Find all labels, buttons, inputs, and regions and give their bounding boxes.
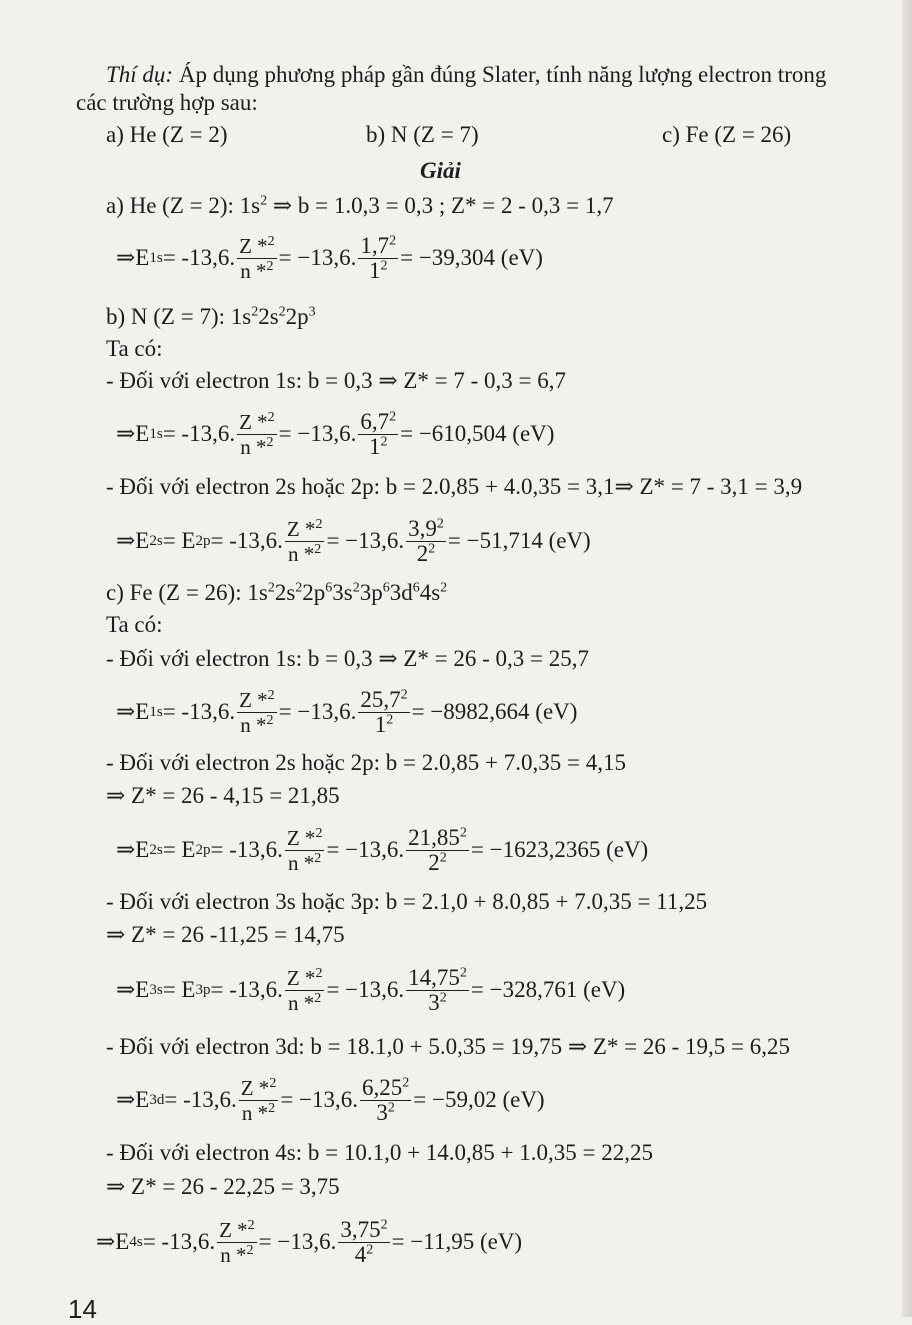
page-number: 14 [68, 1294, 97, 1324]
document-page: Thí dụ: Áp dụng phương pháp gần đúng Slater, tính năng lượng electron trong các trường hợp sau: a) He (Z = 2) b) N (Z = 7) c) Fe (Z = 26) Giải a) He (Z = 2): $1s^2$ ⇒ b = 1.0,3 = 0,3 ; Z* = 2 - 0,3 = 1,7 ⇒ E 1s = -13,6. $\frac{Z *^2}{n *^2}$ = −13,6. $\frac{1,7^2}{1^2}$ = −39,304 (eV) b) N (Z = 7): $1s^22s^22p^3$ Ta có: - Đối với electron 1s: b = 0,3 ⇒ Z* = 7 - 0,3 = 6,7 ⇒ E 1s = -13,6. $\frac{Z *^2}{n *^2}$ = −13,6. $\frac{6,7^2}{1^2}$ = −610,504 (eV) - Đối với electron 2s hoặc 2p: b = 2.0,85 + 4.0,35 = 3,1⇒ Z* = 7 - 3,1 = 3,9 ⇒ E 2s = E 2p = -13,6. $\frac{Z *^2}{n *^2}$ = −13,6. $\frac{3,9^2}{2^2}$ = −51,714 (eV) c) Fe (Z = 26): $1s^22s^22p^63s^23p^63d^64s^2$ Ta có: - Đối với electron 1s: b = 0,3 ⇒ Z* = 26 - 0,3 = 25,7 ⇒ E 1s = -13,6. $\frac{Z *^2}{n *^2}$ = −13,6. $\frac{25,7^2}{1^2}$ = −8982,664 (eV) - Đối với electron 2s hoặc 2p: b = 2.0,85 + 7.0,35 = 4,15 ⇒ Z* = 26 - 4,15 = 21,85 ⇒ E 2s = E 2p = -13,6. $\frac{Z *^2}{n *^2}$ = −13,6. $\frac{21,85^2}{2^2}$ = −1623,2365 (eV) - Đối với electron 3s hoặc 3p: b = 2.1,0 + 8.0,85 + 7.0,35 = 11,25 ⇒ Z* = 26 -11,25 = 14,75 ⇒ E 3s = E 3p = -13,6. $\frac{Z *^2}{n *^2}$ = −13,6. $\frac{14,75^2}{3^2}$ = −328,761 (eV) - Đối với electron 3d: b = 18.1,0 + 5.0,35 = 19,75 ⇒ Z* = 26 - 19,5 = 6,25 ⇒ E 3d = -13,6. $\frac{Z *^2}{n *^2}$ = −13,6. $\frac{6,25^2}{3^2}$ = −59,02 (eV) - Đối với electron 4s: b = 10.1,0 + 14.0,85 + 1.0,35 = 22,25 ⇒ Z* = 26 - 22,25 = 3,75 ⇒ E 4s = -13,6. $\frac{Z *^2}{n *^2}$ = −13,6. $\frac{3,75^2}{4^2}$ = −11,95 (eV) 14 [0, 0, 912, 1317]
fe-3s3p-zstar: ⇒ Z* = 26 -11,25 = 14,75 [106, 922, 345, 947]
fe-taco: Ta có: [106, 612, 163, 637]
intro-line-2: các trường hợp sau: [76, 90, 258, 115]
intro-line-1: Thí dụ: Áp dụng phương pháp gần đúng Slater, tính năng lượng electron trong [106, 62, 827, 87]
fe-4s-line: - Đối với electron 4s: b = 10.1,0 + 14.0,85 + 1.0,35 = 22,25 [106, 1140, 654, 1165]
fe-config-line: c) Fe (Z = 26): $1s^22s^22p^63s^23p^63d^64s^2$ [106, 580, 448, 605]
fe-2s2p-line: - Đối với electron 2s hoặc 2p: b = 2.0,85 + 7.0,35 = 4,15 [106, 750, 626, 775]
fe-3d-line: - Đối với electron 3d: b = 18.1,0 + 5.0,35 = 19,75 ⇒ Z* = 26 - 19,5 = 6,25 [106, 1034, 791, 1059]
fe-1s-line: - Đối với electron 1s: b = 0,3 ⇒ Z* = 26 - 0,3 = 25,7 [106, 646, 590, 671]
case-a: a) He (Z = 2) [106, 122, 228, 147]
n-2s2p-line: - Đối với electron 2s hoặc 2p: b = 2.0,85 + 4.0,35 = 3,1⇒ Z* = 7 - 3,1 = 3,9 [106, 474, 803, 499]
n-1s-line: - Đối với electron 1s: b = 0,3 ⇒ Z* = 7 - 0,3 = 6,7 [106, 368, 567, 393]
case-b: b) N (Z = 7) [366, 122, 479, 147]
n-config-line: b) N (Z = 7): $1s^22s^22p^3$ [106, 304, 316, 329]
fe-4s-zstar: ⇒ Z* = 26 - 22,25 = 3,75 [106, 1174, 340, 1199]
n-taco: Ta có: [106, 336, 163, 361]
fe-3s3p-line: - Đối với electron 3s hoặc 3p: b = 2.1,0 + 8.0,85 + 7.0,35 = 11,25 [106, 889, 708, 914]
he-line: a) He (Z = 2): $1s^2$ ⇒ b = 1.0,3 = 0,3 ; Z* = 2 - 0,3 = 1,7 [106, 193, 614, 218]
page-edge-shadow [902, 0, 912, 1317]
fe-2s2p-zstar: ⇒ Z* = 26 - 4,15 = 21,85 [106, 783, 340, 808]
solution-title: Giải [420, 158, 461, 183]
case-c: c) Fe (Z = 26) [662, 122, 792, 147]
